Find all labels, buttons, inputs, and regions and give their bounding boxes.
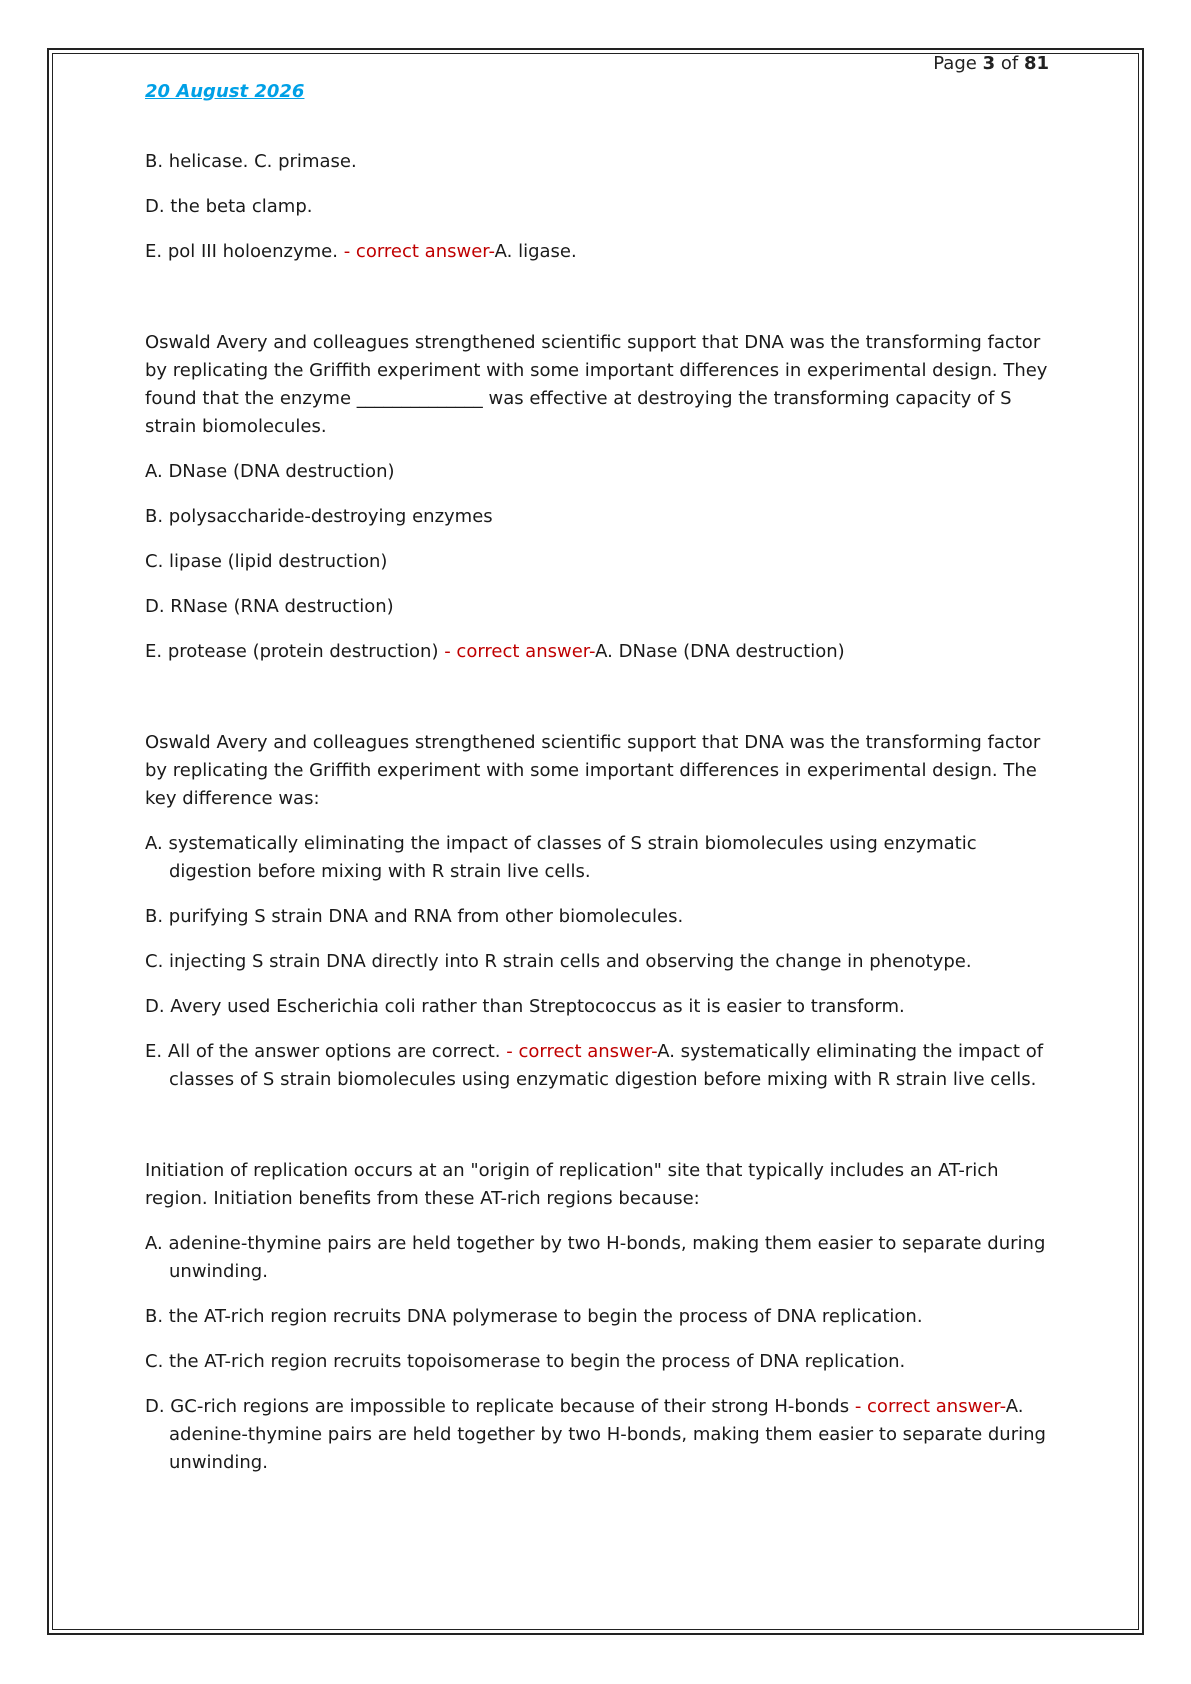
answer-option: A. systematically eliminating the impact of classes of S strain biomolecules using enzymatic digestion before mixing with R strain live cells. bbox=[145, 833, 977, 882]
answer-option: D. GC-rich regions are impossible to replicate because of their strong H-bonds - correct answer-A. adenine-thymine pairs are held together by two H-bonds, making them easier to separate during unwinding. bbox=[145, 1396, 1046, 1473]
question-text: Initiation of replication occurs at an "origin of replication" site that typically includes an AT-rich region. Initiation benefits from these AT-rich regions because: bbox=[145, 1160, 999, 1209]
correct-answer-marker: - correct answer- bbox=[854, 1396, 1006, 1417]
question-block bbox=[145, 729, 1060, 1094]
question-block bbox=[145, 148, 1060, 266]
correct-answer-marker: - correct answer- bbox=[444, 641, 596, 662]
question-block bbox=[145, 1157, 1060, 1477]
question-list bbox=[145, 148, 1060, 1494]
correct-answer-text: A. DNase (DNA destruction) bbox=[595, 641, 845, 662]
answer-option: B. the AT-rich region recruits DNA polymerase to begin the process of DNA replication. bbox=[145, 1306, 923, 1327]
answer-option: E. pol III holoenzyme. - correct answer-A. ligase. bbox=[145, 241, 577, 262]
answer-option: D. RNase (RNA destruction) bbox=[145, 596, 394, 617]
page-number bbox=[933, 53, 1049, 74]
answer-option: A. adenine-thymine pairs are held together by two H-bonds, making them easier to separate during unwinding. bbox=[145, 1233, 1046, 1282]
answer-option: C. the AT-rich region recruits topoisomerase to begin the process of DNA replication. bbox=[145, 1351, 906, 1372]
answer-option: D. the beta clamp. bbox=[145, 196, 313, 217]
answer-option: C. injecting S strain DNA directly into R strain cells and observing the change in phenotype. bbox=[145, 951, 972, 972]
answer-option: E. All of the answer options are correct. - correct answer-A. systematically eliminating the impact of classes of S strain biomolecules using enzymatic digestion before mixing with R strain live cells. bbox=[145, 1041, 1044, 1090]
question-text: Oswald Avery and colleagues strengthened scientific support that DNA was the transforming factor by replicating the Griffith experiment with some important differences in experimental design. They found that the enzyme ______________ was effective at destroying the transforming capacity of S strain biomolecules. bbox=[145, 332, 1048, 437]
answer-option: D. Avery used Escherichia coli rather than Streptococcus as it is easier to transform. bbox=[145, 996, 905, 1017]
answer-option: C. lipase (lipid destruction) bbox=[145, 551, 388, 572]
correct-answer-marker: - correct answer- bbox=[343, 241, 495, 262]
answer-option: E. protease (protein destruction) - correct answer-A. DNase (DNA destruction) bbox=[145, 641, 845, 662]
page-current: 3 bbox=[982, 53, 996, 74]
question-block bbox=[145, 329, 1060, 666]
page-total: 81 bbox=[1023, 53, 1049, 74]
answer-option: B. polysaccharide-destroying enzymes bbox=[145, 506, 493, 527]
page-prefix: Page bbox=[933, 53, 977, 74]
document-date[interactable]: 20 August 2026 bbox=[145, 81, 305, 102]
page-of: of bbox=[1000, 53, 1019, 74]
correct-answer-text: A. systematically eliminating the impact of classes of S strain biomolecules using enzymatic digestion before mixing with R strain live cells. bbox=[169, 1041, 1044, 1090]
correct-answer-marker: - correct answer- bbox=[506, 1041, 658, 1062]
question-text: Oswald Avery and colleagues strengthened scientific support that DNA was the transforming factor by replicating the Griffith experiment with some important differences in experimental design. The key difference was: bbox=[145, 732, 1041, 809]
correct-answer-text: A. adenine-thymine pairs are held together by two H-bonds, making them easier to separate during unwinding. bbox=[169, 1396, 1046, 1473]
answer-option: A. DNase (DNA destruction) bbox=[145, 461, 395, 482]
correct-answer-text: A. ligase. bbox=[494, 241, 577, 262]
answer-option: B. helicase. C. primase. bbox=[145, 151, 357, 172]
answer-option: B. purifying S strain DNA and RNA from other biomolecules. bbox=[145, 906, 684, 927]
